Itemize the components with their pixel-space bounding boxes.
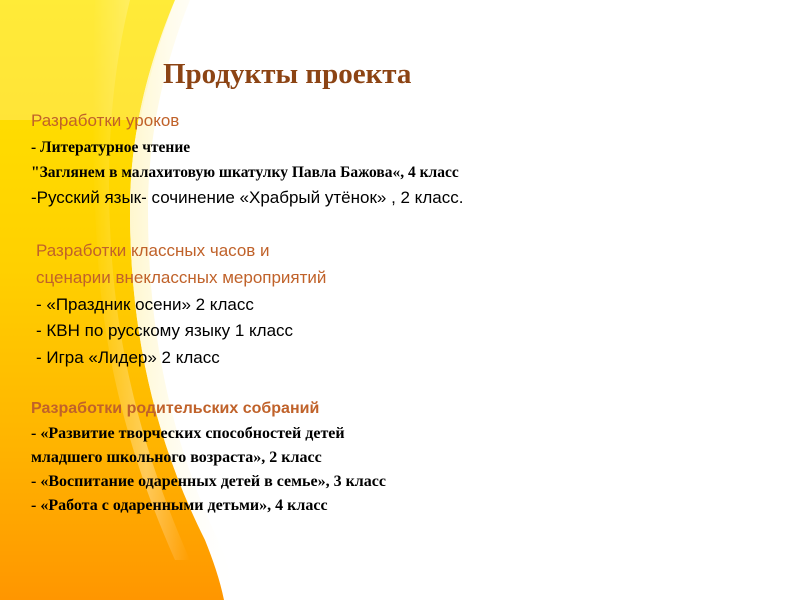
lessons-item: "Заглянем в малахитовую шкатулку Павла Бажова«, 4 класс: [31, 164, 459, 181]
parent-meetings-item: младшего школьного возраста», 2 класс: [31, 449, 322, 466]
lessons-item: - Литературное чтение: [31, 139, 191, 156]
class-hours-heading: сценарии внеклассных мероприятий: [36, 268, 327, 287]
class-hours-item: - «Праздник осени» 2 класс: [36, 295, 254, 314]
parent-meetings-item: - «Воспитание одаренных детей в семье», 3 класс: [31, 473, 386, 490]
slide-title: Продукты проекта: [163, 58, 412, 90]
lessons-heading: Разработки уроков: [31, 111, 180, 130]
parent-meetings-item: - «Развитие творческих способностей детей: [31, 425, 345, 442]
lessons-item: -Русский язык- сочинение «Храбрый утёнок» , 2 класс.: [31, 188, 464, 207]
parent-meetings-heading: Разработки родительских собраний: [31, 400, 320, 417]
parent-meetings-item: - «Работа с одаренными детьми», 4 класс: [31, 497, 328, 514]
class-hours-item: - Игра «Лидер» 2 класс: [36, 348, 220, 367]
class-hours-heading: Разработки классных часов и: [36, 241, 270, 260]
class-hours-item: - КВН по русскому языку 1 класс: [36, 321, 294, 340]
